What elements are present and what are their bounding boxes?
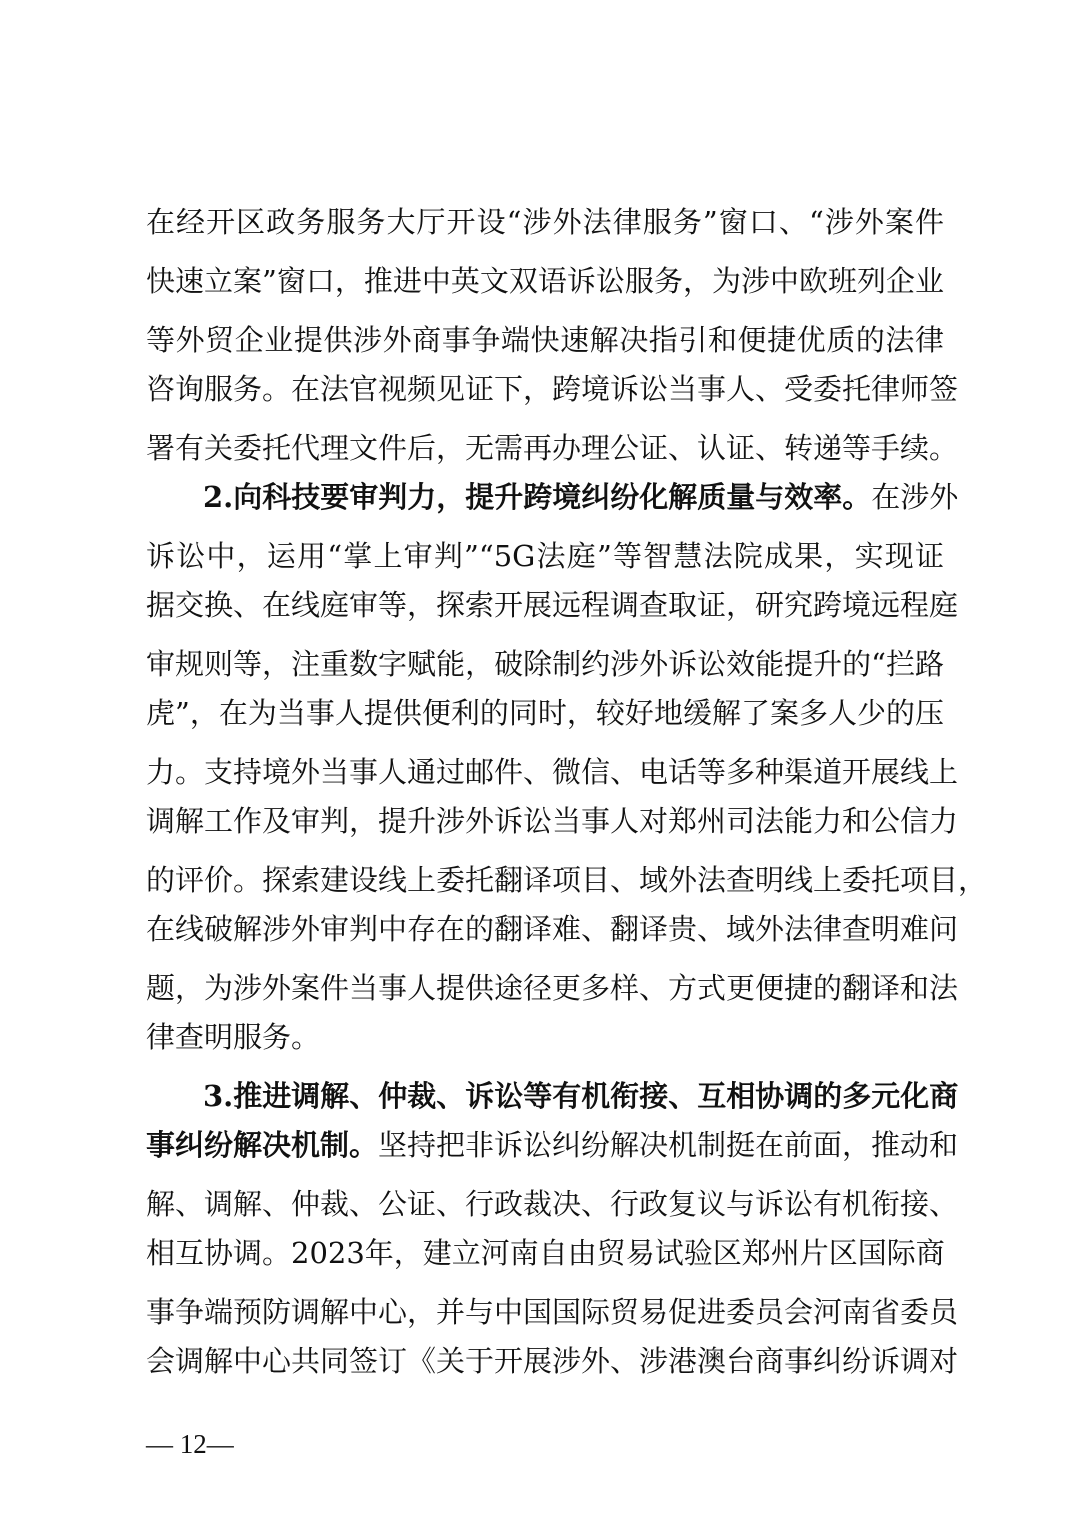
paragraph-3-line-4: 相互协调。2023年，建立河南自由贸易试验区郑州片区国际商: [146, 1236, 945, 1270]
paragraph-3-line-6: 会调解中心共同签订《关于开展涉外、涉港澳台商事纠纷诉调对: [146, 1344, 959, 1378]
paragraph-2-line-1: [203, 477, 959, 517]
paragraph-2-line-1-rest: 在涉外: [871, 480, 959, 514]
paragraph-2-line-5: 虎”，在为当事人提供便利的同时，较好地缓解了案多人少的压: [146, 696, 944, 730]
paragraph-2-line-11: 律查明服务。: [146, 1020, 321, 1054]
paragraph-2-line-6: 力。支持境外当事人通过邮件、微信、电话等多种渠道开展线上: [146, 755, 959, 789]
paragraph-2-line-3: 据交换、在线庭审等，探索开展远程调查取证，研究跨境远程庭: [146, 588, 959, 622]
paragraph-2-line-4: 审规则等，注重数字赋能，破除制约涉外诉讼效能提升的“拦路: [146, 647, 944, 681]
paragraph-2-line-9: 在线破解涉外审判中存在的翻译难、翻译贵、域外法律查明难问: [146, 912, 959, 946]
paragraph-2-line-8: 的评价。探索建设线上委托翻译项目、域外法查明线上委托项目，: [146, 863, 988, 897]
paragraph-3-line-5: 事争端预防调解中心，并与中国国际贸易促进委员会河南省委员: [146, 1295, 959, 1329]
paragraph-2-line-2: 诉讼中，运用“掌上审判”“5G法庭”等智慧法院成果，实现证: [146, 539, 944, 573]
paragraph-1-line-5: 署有关委托代理文件后，无需再办理公证、认证、转递等手续。: [146, 431, 959, 465]
paragraph-1-line-2: 快速立案”窗口，推进中英文双语诉讼服务，为涉中欧班列企业: [146, 264, 944, 298]
paragraph-3-line-2: [146, 1125, 959, 1165]
page-number: — 12—: [146, 1429, 234, 1459]
paragraph-3-line-3: 解、调解、仲裁、公证、行政裁决、行政复议与诉讼有机衔接、: [146, 1187, 959, 1221]
paragraph-2-heading: 2.向科技要审判力，提升跨境纠纷化解质量与效率。: [203, 480, 872, 514]
paragraph-1-line-3: 等外贸企业提供涉外商事争端快速解决指引和便捷优质的法律: [146, 323, 944, 357]
paragraph-3-heading-line-1: 3.推进调解、仲裁、诉讼等有机衔接、互相协调的多元化商: [203, 1079, 959, 1113]
paragraph-3-line-2-rest: 坚持把非诉讼纠纷解决机制挺在前面，推动和: [378, 1128, 959, 1162]
paragraph-1-line-4: 咨询服务。在法官视频见证下，跨境诉讼当事人、受委托律师签: [146, 372, 959, 406]
paragraph-1-line-1: 在经开区政务服务大厅开设“涉外法律服务”窗口、“涉外案件: [146, 205, 944, 239]
paragraph-3-heading-line-2: 事纠纷解决机制。: [146, 1128, 379, 1162]
paragraph-2-line-10: 题，为涉外案件当事人提供途径更多样、方式更便捷的翻译和法: [146, 971, 959, 1005]
paragraph-2-line-7: 调解工作及审判，提升涉外诉讼当事人对郑州司法能力和公信力: [146, 804, 959, 838]
